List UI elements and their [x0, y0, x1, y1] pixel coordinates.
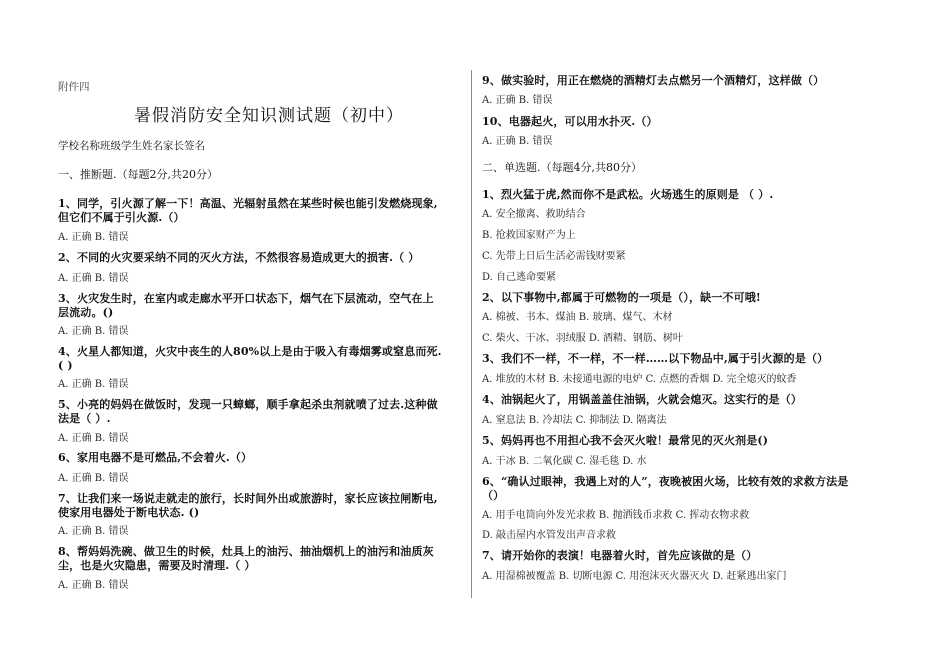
choice-2-options-cd: C. 柴火、干冰、羽绒服 D. 酒精、钢筋、树叶: [482, 333, 683, 344]
choice-6-option-d: D. 敲击屋内水管发出声音求救: [482, 530, 617, 541]
column-divider: [471, 70, 472, 598]
question-5-line2: 法是（ ）.: [58, 412, 111, 425]
choice-7: 7、请开始你的表演！电器着火时，首先应该做的是（）: [482, 549, 758, 562]
question-4-line2: ( ): [58, 359, 73, 372]
question-7-line1: 7、让我们来一场说走就走的旅行，长时间外出或旅游时，家长应该拉闸断电,: [58, 492, 438, 505]
choice-2: 2、以下事物中,都属于可燃物的一项是（），缺一不可哦!: [482, 291, 761, 304]
choice-3: 3、我们不一样，不一样，不一样……以下物品中,属于引火源的是（）: [482, 352, 829, 365]
choice-1-option-d: D. 自己逃命要紧: [482, 272, 557, 283]
question-10: 10、电器起火，可以用水扑灭.（）: [482, 115, 658, 128]
question-6-options: A. 正确 B. 错误: [58, 473, 129, 484]
question-5-line1: 5、小亮的妈妈在做饭时，发现一只蟑螂，顺手拿起杀虫剂就喷了过去.这种做: [58, 398, 438, 411]
question-3-options: A. 正确 B. 错误: [58, 326, 129, 337]
question-3-line2: 层流动。(): [58, 306, 114, 319]
question-8-options: A. 正确 B. 错误: [58, 580, 129, 591]
page-title: 暑假消防安全知识测试题（初中）: [134, 106, 404, 126]
question-8-line2: 尘，也是火灾隐患，需要及时清理.（ ）: [58, 559, 256, 572]
question-8-line1: 8、帮妈妈洗碗、做卫生的时候，灶具上的油污、抽油烟机上的油污和油质灰: [58, 545, 434, 558]
question-1-line2: 但它们不属于引火源.（）: [58, 211, 185, 224]
section-single-choice-heading: 二、单选题.（每题4分,共80分）: [482, 161, 642, 174]
question-10-options: A. 正确 B. 错误: [482, 136, 553, 147]
question-9-options: A. 正确 B. 错误: [482, 95, 553, 106]
section-judgement-heading: 一、推断题.（每题2分,共20分）: [58, 168, 218, 181]
question-7-line2: 使家用电器处于断电状态. (): [58, 506, 200, 519]
choice-6-line2: （）: [482, 489, 505, 502]
question-9: 9、做实验时，用正在燃烧的酒精灯去点燃另一个酒精灯，这样做（）: [482, 74, 825, 87]
choice-1-option-b: B. 抢救国家财产为上: [482, 230, 576, 241]
choice-7-options: A. 用湿棉被覆盖 B. 切断电源 C. 用泡沫灭火器灭火 D. 赶紧逃出家门: [482, 571, 787, 582]
question-1-line1: 1、同学，引火源了解一下！高温、光辐射虽然在某些时候也能引发燃烧现象,: [58, 197, 438, 210]
question-2-options: A. 正确 B. 错误: [58, 273, 129, 284]
choice-6-options-abc: A. 用手电筒向外发光求救 B. 抛洒钱币求救 C. 挥动衣物求救: [482, 510, 750, 521]
question-4-line1: 4、火星人都知道，火灾中丧生的人80%以上是由于吸入有毒烟雾或窒息而死.: [58, 345, 442, 358]
choice-1-option-a: A. 安全撤离、救助结合: [482, 209, 586, 220]
question-6: 6、家用电器不是可燃品,不会着火.（）: [58, 451, 253, 464]
choice-5: 5、妈妈再也不用担心我不会灭火啦！最常见的灭火剂是(): [482, 434, 769, 447]
question-2: 2、不同的火灾要采纳不同的灭火方法，不然很容易造成更大的损害.（ ）: [58, 251, 420, 264]
question-1-options: A. 正确 B. 错误: [58, 232, 129, 243]
question-3-line1: 3、火灾发生时，在室内或走廊水平开口状态下，烟气在下层流动，空气在上: [58, 292, 434, 305]
choice-1-option-c: C. 先带上日后生活必需钱财要紧: [482, 251, 626, 262]
choice-4: 4、油锅起火了，用锅盖盖住油锅，火就会熄灭。这实行的是（）: [482, 393, 803, 406]
question-5-options: A. 正确 B. 错误: [58, 433, 129, 444]
question-4-options: A. 正确 B. 错误: [58, 379, 129, 390]
choice-5-options: A. 干冰 B. 二氧化碳 C. 湿毛毯 D. 水: [482, 456, 647, 467]
choice-6-line1: 6、“确认过眼神，我遇上对的人”，夜晚被困火场，比较有效的求救方法是: [482, 475, 849, 488]
choice-3-options: A. 堆放的木材 B. 未接通电源的电炉 C. 点燃的香烟 D. 完全熄灭的蚊香: [482, 374, 797, 385]
annex-label: 附件四: [58, 81, 90, 93]
choice-4-options: A. 窒息法 B. 冷却法 C. 抑制法 D. 隔离法: [482, 415, 667, 426]
choice-2-options-ab: A. 棉被、书本、煤油 B. 玻璃、煤气、木材: [482, 312, 673, 323]
question-7-options: A. 正确 B. 错误: [58, 526, 129, 537]
choice-1: 1、烈火猛于虎,然而你不是武松。火场逃生的原则是 （ ）.: [482, 188, 774, 201]
school-info-line: 学校名称班级学生姓名家长签名: [58, 140, 205, 152]
